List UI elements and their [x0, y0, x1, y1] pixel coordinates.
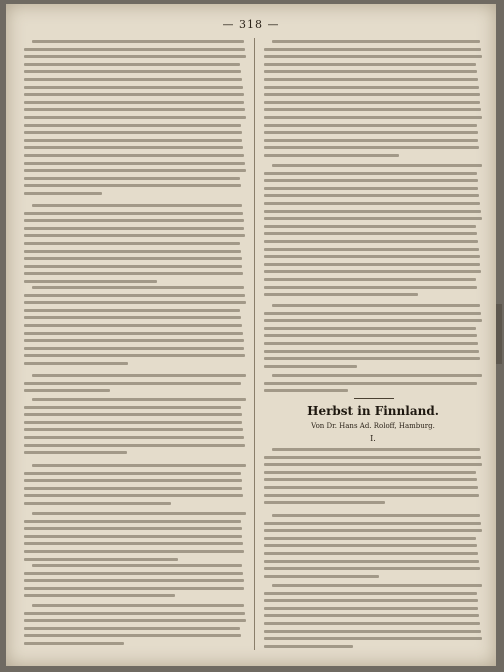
text-line — [24, 354, 245, 357]
text-line — [264, 537, 476, 540]
scanned-page — [6, 4, 496, 666]
text-line — [264, 55, 482, 58]
text-line — [272, 584, 482, 587]
section-number: I. — [370, 434, 376, 443]
text-line — [24, 550, 244, 553]
text-line — [264, 486, 478, 489]
text-line — [24, 154, 244, 157]
text-line — [264, 501, 385, 504]
text-line — [24, 535, 242, 538]
text-line — [264, 478, 477, 481]
text-line — [264, 270, 481, 273]
text-line — [264, 350, 479, 353]
text-line — [24, 451, 127, 454]
text-line — [32, 374, 246, 377]
text-line — [24, 413, 242, 416]
text-line — [32, 286, 244, 289]
text-line — [264, 255, 480, 258]
text-line — [264, 529, 482, 532]
text-line — [264, 319, 482, 322]
text-line — [24, 55, 246, 58]
text-line — [24, 309, 240, 312]
text-line — [24, 294, 245, 297]
text-line — [24, 332, 243, 335]
text-line — [264, 48, 481, 51]
text-line — [264, 607, 478, 610]
text-line — [264, 124, 477, 127]
text-line — [24, 192, 102, 195]
text-line — [272, 514, 480, 517]
text-line — [24, 184, 241, 187]
text-line — [264, 93, 480, 96]
text-line — [24, 406, 241, 409]
text-line — [32, 398, 246, 401]
text-line — [24, 527, 242, 530]
text-line — [24, 472, 241, 475]
text-line — [264, 592, 477, 595]
text-line — [272, 164, 482, 167]
text-line — [24, 594, 175, 597]
text-line — [24, 619, 246, 622]
text-line — [264, 286, 477, 289]
text-line — [264, 86, 479, 89]
text-line — [24, 139, 242, 142]
text-line — [24, 131, 242, 134]
text-line — [264, 202, 480, 205]
text-line — [264, 637, 482, 640]
text-line — [24, 479, 242, 482]
text-line — [264, 293, 418, 296]
text-line — [24, 362, 128, 365]
text-line — [24, 558, 178, 561]
article-byline: Von Dr. Hans Ad. Roloff, Hamburg. — [311, 422, 435, 430]
text-line — [264, 456, 481, 459]
text-line — [24, 272, 243, 275]
text-line — [32, 512, 246, 515]
text-line — [264, 312, 481, 315]
text-line — [264, 567, 480, 570]
text-line — [24, 257, 242, 260]
text-line — [24, 487, 242, 490]
text-line — [264, 139, 478, 142]
text-line — [24, 177, 240, 180]
text-line — [264, 248, 479, 251]
text-line — [24, 169, 246, 172]
text-line — [24, 124, 241, 127]
text-line — [264, 232, 477, 235]
text-line — [24, 162, 245, 165]
text-line — [264, 172, 477, 175]
article-title: Herbst in Finnland. — [307, 404, 439, 418]
text-line — [264, 471, 476, 474]
text-line — [264, 146, 479, 149]
binding-edge — [496, 304, 502, 364]
text-line — [24, 634, 241, 637]
text-line — [272, 448, 480, 451]
text-line — [264, 463, 482, 466]
text-line — [264, 614, 479, 617]
separator-rule — [354, 398, 394, 399]
text-line — [24, 93, 244, 96]
text-line — [24, 627, 240, 630]
text-line — [264, 494, 479, 497]
text-line — [32, 204, 242, 207]
text-line — [24, 108, 245, 111]
text-line — [264, 217, 482, 220]
text-line — [24, 316, 241, 319]
text-line — [24, 612, 245, 615]
text-line — [32, 464, 246, 467]
text-line — [264, 645, 353, 648]
text-line — [264, 552, 478, 555]
text-line — [24, 382, 241, 385]
text-line — [24, 250, 241, 253]
text-line — [264, 382, 477, 385]
text-line — [32, 40, 244, 43]
text-line — [272, 374, 482, 377]
text-line — [24, 444, 245, 447]
text-line — [24, 78, 242, 81]
text-line — [32, 604, 244, 607]
text-line — [264, 544, 477, 547]
text-line — [24, 494, 243, 497]
text-line — [272, 40, 480, 43]
text-line — [264, 101, 480, 104]
text-line — [264, 225, 476, 228]
text-line — [24, 116, 246, 119]
text-line — [264, 63, 476, 66]
text-line — [24, 642, 124, 645]
text-line — [264, 630, 481, 633]
text-line — [264, 116, 482, 119]
text-line — [24, 70, 241, 73]
text-line — [32, 564, 242, 567]
column-divider — [254, 38, 255, 650]
text-line — [264, 70, 477, 73]
text-line — [264, 278, 476, 281]
text-line — [24, 48, 245, 51]
text-line — [24, 347, 244, 350]
text-line — [264, 108, 481, 111]
text-line — [264, 263, 480, 266]
text-line — [24, 101, 244, 104]
text-line — [24, 234, 245, 237]
text-line — [264, 327, 476, 330]
text-line — [24, 86, 243, 89]
text-line — [24, 428, 243, 431]
text-line — [264, 131, 478, 134]
text-line — [264, 78, 478, 81]
text-line — [24, 579, 244, 582]
text-line — [24, 572, 243, 575]
text-line — [264, 599, 478, 602]
text-line — [24, 389, 110, 392]
text-line — [264, 194, 479, 197]
text-line — [24, 421, 242, 424]
text-line — [264, 560, 479, 563]
text-line — [24, 146, 243, 149]
text-line — [24, 63, 240, 66]
text-line — [264, 154, 399, 157]
text-line — [24, 242, 240, 245]
text-line — [272, 304, 480, 307]
text-line — [264, 334, 477, 337]
text-line — [264, 179, 478, 182]
text-line — [264, 357, 480, 360]
text-line — [24, 324, 242, 327]
text-line — [264, 210, 481, 213]
text-line — [264, 187, 478, 190]
text-line — [264, 575, 379, 578]
text-line — [24, 502, 171, 505]
text-line — [24, 301, 246, 304]
text-line — [24, 436, 244, 439]
text-line — [24, 339, 244, 342]
text-line — [24, 219, 244, 222]
text-line — [24, 520, 241, 523]
text-line — [264, 365, 357, 368]
text-line — [24, 265, 242, 268]
text-line — [24, 542, 243, 545]
text-line — [24, 280, 157, 283]
text-line — [264, 240, 478, 243]
text-line — [264, 342, 478, 345]
text-line — [264, 389, 348, 392]
text-line — [264, 522, 481, 525]
text-line — [24, 587, 244, 590]
text-line — [24, 227, 244, 230]
text-line — [264, 622, 480, 625]
text-line — [24, 212, 243, 215]
page-number: — 318 — — [222, 18, 280, 31]
